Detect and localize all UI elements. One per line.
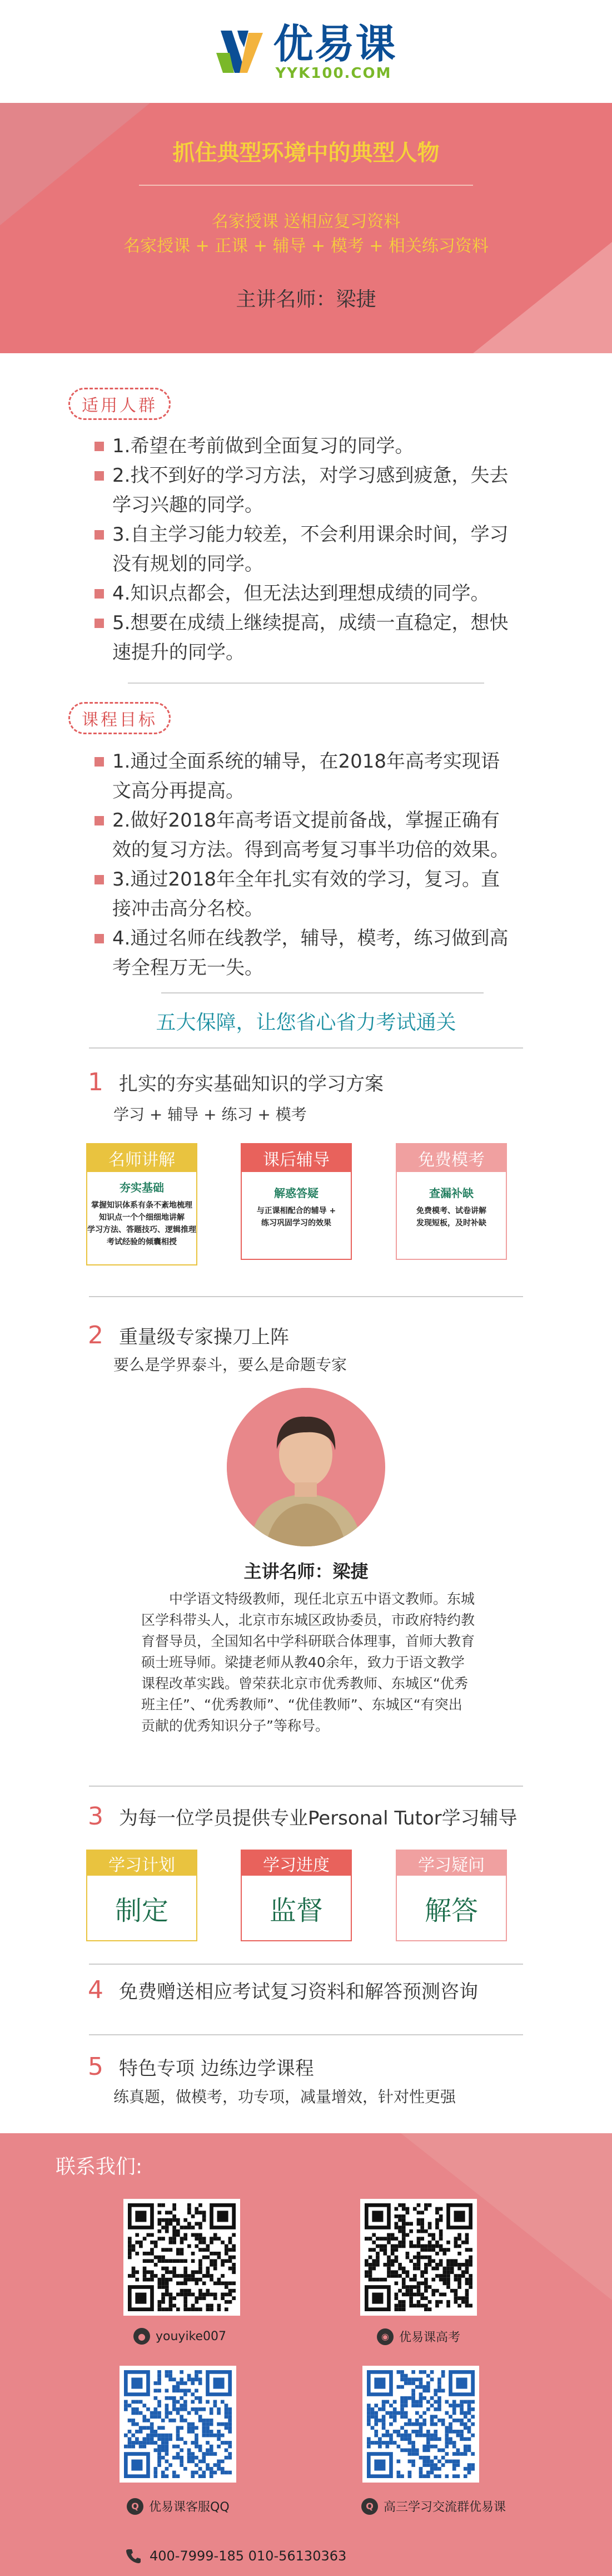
divider — [128, 683, 484, 684]
divider — [89, 1296, 523, 1297]
list-item: 4.知识点都会，但无法达到理想成绩的同学。 — [94, 579, 517, 609]
box-header: 课后辅导 — [242, 1144, 351, 1172]
box-line: 发现短板，及时补缺 — [416, 1219, 486, 1228]
banner-teacher: 主讲名师：梁捷 — [236, 288, 376, 311]
logo[interactable] — [0, 0, 612, 103]
list-item: 3.通过2018年全年扎实有效的学习，复习。直接冲击高分名校。 — [94, 865, 517, 924]
section-number: 2 — [88, 1321, 103, 1349]
hero-banner — [0, 103, 612, 353]
logo-icon — [215, 25, 265, 78]
contact-footer — [0, 2133, 612, 2576]
divider — [89, 1786, 523, 1787]
qr-label-wechat: ● youyike007 — [133, 2328, 226, 2345]
box-header: 免费模考 — [397, 1144, 506, 1172]
qq-group-icon: Q — [361, 2498, 378, 2515]
section-number: 4 — [88, 1976, 103, 2004]
banner-subtitle: 名家授课 送相应复习资料 — [211, 212, 401, 231]
goals-tag: 课程目标 — [68, 702, 171, 734]
tutor-box-progress — [241, 1850, 352, 1941]
qr-label-qq: Q 优易课客服QQ — [127, 2498, 230, 2515]
contact-title: 联系我们: — [56, 2155, 143, 2178]
logo-name: 优易课 — [273, 20, 397, 67]
divider — [89, 1047, 523, 1049]
qr-code-qq[interactable] — [120, 2366, 236, 2483]
qr-code-qq-group[interactable] — [362, 2366, 479, 2483]
section-3-heading — [88, 1802, 518, 1831]
list-item: 5.想要在成绩上继续提高，成绩一直稳定，想快速提升的同学。 — [94, 609, 517, 668]
box-line: 免费模考、试卷讲解 — [416, 1207, 486, 1215]
feature-box-mock-exam — [396, 1143, 507, 1260]
divider — [161, 992, 484, 993]
section-subtitle: 要么是学界泰斗，要么是命题专家 — [113, 1356, 347, 1374]
box-title: 查漏补缺 — [429, 1186, 474, 1200]
divider — [89, 1964, 523, 1965]
wechat-icon: ● — [133, 2328, 150, 2345]
box-line: 学习方法、答题技巧、逻辑推理 — [87, 1225, 196, 1234]
box-line: 考试经验的倾囊相授 — [107, 1238, 177, 1247]
list-item: 3.自主学习能力较差，不会利用课余时间，学习没有规划的同学。 — [94, 520, 517, 579]
section-2-heading — [88, 1321, 289, 1349]
qr-label-qq-group: Q 高三学习交流群优易课 — [361, 2498, 506, 2515]
section-number: 5 — [88, 2053, 103, 2081]
phone-icon — [125, 2548, 142, 2564]
teacher-bio: 中学语文特级教师，现任北京五中语文教师。东城区学科带头人，北京市东城区政协委员，市政府特约教育督导员，全国知名中学科研联合体理事，首师大教育硕士班导师。梁捷老师从教40余年，致力于语文教学课程改革实践。曾荣获北京市优秀教师、东城区“优秀班主任”、“优秀教师”、“优佳教师”、东城区“有突出贡献的优秀知识分子”等称号。 — [141, 1591, 475, 1734]
box-line: 知识点一个个细细地讲解 — [99, 1213, 185, 1222]
weibo-icon: ◉ — [377, 2328, 394, 2345]
qr-label-weibo: ◉ 优易课高考 — [377, 2328, 460, 2345]
logo-domain: YYK100.COM — [275, 65, 392, 82]
tutor-box-plan — [86, 1850, 197, 1941]
teacher-name: 主讲名师：梁捷 — [243, 1561, 369, 1582]
qq-icon: Q — [127, 2498, 143, 2515]
list-item: 4.通过名师在线教学，辅导，模考，练习做到高考全程万无一失。 — [94, 924, 517, 983]
section-title: 重量级专家操刀上阵 — [119, 1326, 289, 1348]
box-title: 解惑答疑 — [274, 1186, 319, 1200]
feature-box-lecture — [86, 1143, 197, 1265]
teacher-photo — [227, 1388, 385, 1546]
section-title: 特色专项 边练边学课程 — [119, 2058, 314, 2080]
section-subtitle: 练真题，做模考，功专项，减量增效，针对性更强 — [113, 2088, 456, 2106]
box-header: 学习疑问 — [397, 1851, 506, 1876]
feature-box-tutoring — [241, 1143, 352, 1260]
banner-title: 抓住典型环境中的典型人物 — [172, 140, 440, 166]
list-item: 2.找不到好的学习方法，对学习感到疲惫，失去学习兴趣的同学。 — [94, 461, 517, 520]
divider — [89, 2034, 523, 2035]
box-body: 监督 — [269, 1895, 323, 1926]
section-title: 扎实的夯实基础知识的学习方案 — [119, 1073, 384, 1095]
banner-divider — [139, 185, 473, 186]
banner-subtitle-detail: 名家授课 + 正课 + 辅导 + 模考 + 相关练习资料 — [123, 236, 489, 256]
box-header: 学习进度 — [242, 1851, 351, 1876]
contact-phone[interactable]: 400-7999-185 010-56130363 — [125, 2548, 346, 2564]
tutor-box-questions — [396, 1850, 507, 1941]
audience-tag: 适用人群 — [68, 388, 171, 420]
box-line: 练习巩固学习的效果 — [261, 1219, 331, 1228]
box-header: 名师讲解 — [87, 1144, 196, 1172]
section-title: 为每一位学员提供专业Personal Tutor学习辅导 — [119, 1807, 518, 1830]
box-header: 学习计划 — [87, 1851, 196, 1876]
section-number: 3 — [88, 1802, 103, 1831]
section-title: 免费赠送相应考试复习资料和解答预测咨询 — [119, 1981, 478, 2003]
list-item: 1.希望在考前做到全面复习的同学。 — [94, 432, 517, 461]
section-number: 1 — [88, 1068, 103, 1096]
list-item: 2.做好2018年高考语文提前备战，掌握正确有效的复习方法。得到高考复习事半功倍的效果。 — [94, 806, 517, 865]
list-item: 1.通过全面系统的辅导，在2018年高考实现语文高分再提高。 — [94, 747, 517, 806]
section-4-heading — [88, 1976, 478, 2004]
audience-list — [94, 432, 517, 668]
guarantees-title: 五大保障，让您省心省力考试通关 — [156, 1011, 456, 1034]
section-subtitle: 学习 + 辅导 + 练习 + 模考 — [113, 1105, 307, 1124]
box-line: 与正课相配合的辅导 + — [256, 1207, 336, 1215]
goals-list — [94, 747, 517, 983]
box-body: 制定 — [115, 1895, 168, 1926]
section-1-heading — [88, 1068, 384, 1096]
section-5-heading — [88, 2053, 314, 2081]
box-body: 解答 — [424, 1895, 478, 1926]
box-line: 掌握知识体系有条不紊地梳理 — [91, 1201, 192, 1210]
box-title: 夯实基础 — [120, 1181, 164, 1194]
qr-code-wechat[interactable] — [123, 2199, 240, 2316]
qr-code-weibo[interactable] — [360, 2199, 477, 2316]
